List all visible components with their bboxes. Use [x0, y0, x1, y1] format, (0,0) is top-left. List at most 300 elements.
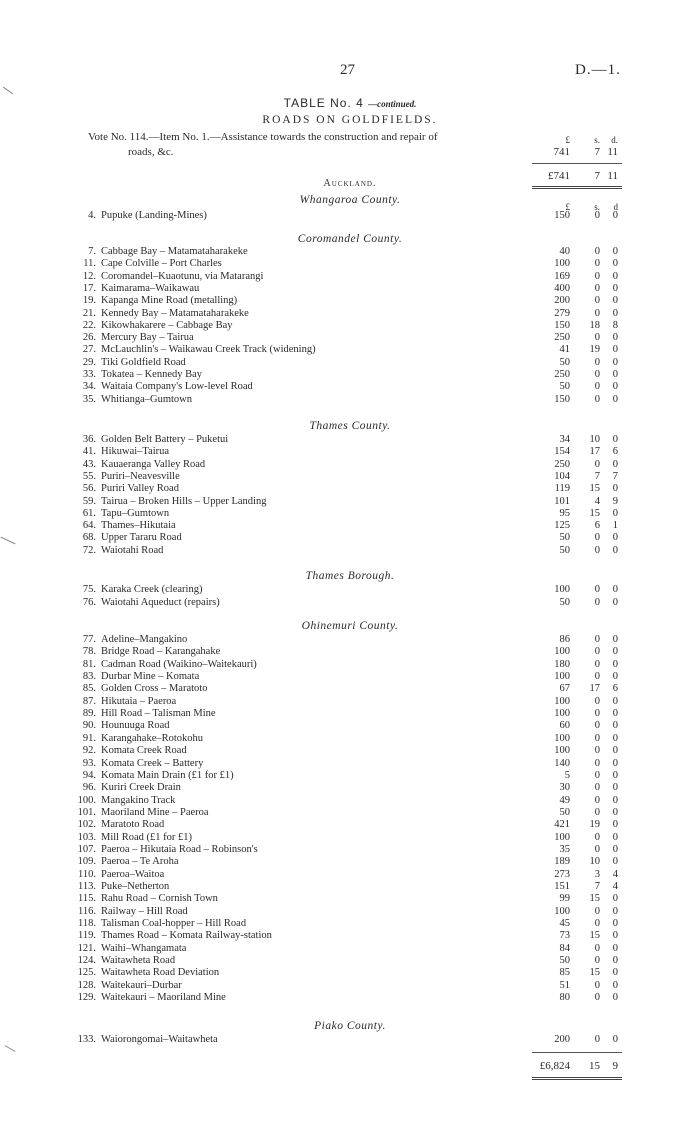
item-number: 100. — [77, 794, 96, 806]
table-row — [70, 794, 630, 807]
road-name: Paeroa – Hikutaia Road – Robinson's — [101, 843, 258, 855]
amount-shillings: 15 — [589, 483, 600, 495]
amount-shillings: 0 — [594, 458, 600, 470]
amount-pounds: 5 — [564, 769, 570, 781]
vote-total: £741 7 11 — [548, 170, 618, 182]
amount-shillings: 0 — [594, 769, 600, 781]
amount-shillings: 0 — [594, 782, 600, 794]
amount — [548, 781, 618, 794]
amount-pence: 0 — [612, 434, 618, 445]
amount — [548, 929, 618, 942]
amount — [548, 393, 618, 406]
amount-shillings: 0 — [594, 918, 600, 930]
amount-pounds: 101 — [554, 495, 570, 507]
road-name: Paeroa–Waitoa — [101, 868, 165, 880]
amount-shillings: 0 — [594, 596, 600, 608]
table-row — [70, 843, 630, 856]
amount-shillings: 17 — [589, 446, 600, 458]
amount-shillings: 0 — [594, 708, 600, 720]
amount-pounds: 150 — [554, 319, 570, 331]
road-name: Adeline–Mangakino — [101, 634, 188, 645]
item-number: 90. — [82, 720, 96, 732]
amount-pence: 0 — [612, 393, 618, 405]
amount-pence: 9 — [612, 495, 618, 507]
amount — [548, 794, 618, 807]
amount-pence: 0 — [612, 634, 618, 645]
item-number: 102. — [77, 819, 96, 831]
amount — [548, 343, 618, 356]
amount — [548, 917, 618, 930]
table-row — [70, 507, 630, 520]
table-row — [70, 294, 630, 307]
amount-pounds: 51 — [559, 979, 570, 991]
amount-shillings: 0 — [594, 942, 600, 954]
amount-shillings: 15 — [589, 930, 600, 942]
road-name: Waitaia Company's Low-level Road — [101, 381, 253, 393]
amount — [548, 482, 618, 495]
table-row — [70, 769, 630, 782]
amount-pence: 0 — [612, 282, 618, 294]
road-name: Cadman Road (Waikino–Waitekauri) — [101, 658, 257, 670]
amount — [548, 433, 618, 446]
amount-shillings: 0 — [594, 356, 600, 368]
section-title: Thames Borough. — [305, 570, 395, 582]
road-name: Thames Road – Komata Railway-station — [101, 930, 272, 942]
amount-pounds: 40 — [559, 246, 570, 257]
amount-shillings: 7 — [594, 470, 600, 482]
item-number: 21. — [82, 307, 96, 319]
road-name: Karaka Creek (clearing) — [101, 584, 203, 595]
amount-pounds: 50 — [559, 596, 570, 608]
amount-pounds: 73 — [559, 930, 570, 942]
amount-shillings: 10 — [589, 434, 600, 445]
item-number: 72. — [82, 544, 96, 556]
amount-pence: 0 — [612, 708, 618, 720]
amount — [548, 257, 618, 270]
table-row — [70, 905, 630, 918]
amount-pounds: 150 — [554, 210, 570, 221]
amount-pounds: 50 — [559, 532, 570, 544]
item-number: 33. — [82, 369, 96, 380]
grand-total-double-rule — [532, 1077, 622, 1080]
amount-pounds: 250 — [554, 369, 570, 380]
amount-shillings: 0 — [594, 806, 600, 818]
amount-pence: 0 — [612, 307, 618, 319]
amount-shillings: 0 — [594, 905, 600, 917]
table-row — [70, 343, 630, 356]
amount-shillings: 0 — [594, 732, 600, 744]
table-row — [70, 806, 630, 819]
table-row — [70, 1033, 630, 1046]
item-number: 92. — [82, 745, 96, 757]
amount — [548, 719, 618, 732]
amount-pounds: 45 — [559, 918, 570, 930]
amount-pence: 0 — [612, 942, 618, 954]
table-row — [70, 917, 630, 930]
amount — [548, 495, 618, 508]
amount — [548, 744, 618, 757]
amount-pounds: 100 — [554, 258, 570, 270]
amount-pence: 0 — [612, 381, 618, 393]
amount-shillings: 0 — [594, 295, 600, 307]
item-number: 129. — [77, 992, 96, 1004]
amount-shillings: 0 — [594, 246, 600, 257]
amount-pounds: 150 — [554, 393, 570, 405]
grand-total-rule — [532, 1052, 622, 1053]
road-name: Paeroa – Te Aroha — [101, 856, 179, 868]
road-name: Tapu–Gumtown — [101, 507, 170, 519]
item-number: 128. — [77, 979, 96, 991]
road-name: Waitawheta Road Deviation — [101, 967, 220, 979]
amount-pounds: 100 — [554, 695, 570, 707]
amount-pounds: 250 — [554, 458, 570, 470]
amount-shillings: 0 — [594, 671, 600, 683]
table-row — [70, 744, 630, 757]
section-title: Piako County. — [314, 1020, 386, 1032]
road-name: Kennedy Bay – Matamataharakeke — [101, 307, 249, 319]
amount-shillings: 4 — [594, 495, 600, 507]
item-number: 56. — [82, 483, 96, 495]
table-row — [70, 732, 630, 745]
item-number: 133. — [77, 1034, 96, 1045]
road-name: Whitianga–Gumtown — [101, 393, 192, 405]
amount-shillings: 0 — [594, 794, 600, 806]
table-title — [0, 96, 700, 110]
vote-description-line2: roads, &c. — [128, 146, 174, 158]
road-name: Mercury Bay – Tairua — [101, 332, 194, 344]
amount-shillings: 19 — [589, 819, 600, 831]
amount — [548, 458, 618, 471]
road-name: Kapanga Mine Road (metalling) — [101, 295, 238, 307]
amount-shillings: 3 — [594, 868, 600, 880]
item-number: 91. — [82, 732, 96, 744]
document-reference: D.—1. — [575, 62, 621, 78]
amount-shillings: 19 — [589, 344, 600, 356]
vote-total-rule — [532, 163, 622, 164]
currency-header: £ s. d — [565, 202, 618, 212]
amount-shillings: 15 — [589, 967, 600, 979]
amount — [548, 707, 618, 720]
amount-shillings: 0 — [594, 843, 600, 855]
amount-pence: 0 — [612, 893, 618, 905]
amount — [548, 954, 618, 967]
item-number: 29. — [82, 356, 96, 368]
amount-pence: 0 — [612, 483, 618, 495]
amount — [548, 831, 618, 844]
road-name: Puriri–Neavesville — [101, 470, 180, 482]
table-row — [70, 892, 630, 905]
section-title: Ohinemuri County. — [301, 620, 399, 632]
item-number: 75. — [82, 584, 96, 595]
amount — [548, 544, 618, 557]
table-row — [70, 979, 630, 992]
vote-amount: 741 7 11 — [553, 146, 618, 158]
item-number: 68. — [82, 532, 96, 544]
item-number: 81. — [82, 658, 96, 670]
amount-pence: 8 — [612, 319, 618, 331]
road-name: Pupuke (Landing-Mines) — [101, 210, 207, 221]
amount-pounds: 140 — [554, 757, 570, 769]
amount-pence: 4 — [612, 881, 618, 892]
amount — [548, 294, 618, 307]
amount-shillings: 0 — [594, 979, 600, 991]
table-row — [70, 658, 630, 671]
amount-shillings: 0 — [594, 532, 600, 544]
road-name: Komata Creek Road — [101, 745, 187, 757]
amount — [548, 470, 618, 483]
amount — [548, 507, 618, 520]
amount-pence: 0 — [612, 732, 618, 744]
item-number: 12. — [82, 270, 96, 282]
item-number: 64. — [82, 520, 96, 532]
amount-pence: 0 — [612, 955, 618, 967]
table-row — [70, 818, 630, 831]
section-title: Coromandel County. — [297, 233, 403, 245]
road-name: Kuriri Creek Drain — [101, 782, 181, 794]
amount — [548, 843, 618, 856]
road-name: Komata Creek – Battery — [101, 757, 204, 769]
amount-shillings: 0 — [594, 658, 600, 670]
amount — [548, 270, 618, 283]
amount-shillings: 0 — [594, 634, 600, 645]
table-row — [70, 393, 630, 406]
amount-pounds: 95 — [559, 507, 570, 519]
amount-pence: 0 — [612, 646, 618, 658]
table-row — [70, 757, 630, 770]
amount — [548, 645, 618, 658]
amount-pence: 0 — [612, 584, 618, 595]
amount-pounds: 250 — [554, 332, 570, 344]
amount-pounds: 279 — [554, 307, 570, 319]
amount — [548, 331, 618, 344]
amount-pounds: 34 — [559, 434, 570, 445]
table-row — [70, 531, 630, 544]
amount-pounds: 200 — [554, 1034, 570, 1045]
table-row — [70, 695, 630, 708]
table-row — [70, 929, 630, 942]
amount-pounds: 41 — [559, 344, 570, 356]
amount-pence: 0 — [612, 270, 618, 282]
amount-shillings: 0 — [594, 307, 600, 319]
table-row — [70, 855, 630, 868]
amount — [548, 868, 618, 881]
road-name: Thames–Hikutaia — [101, 520, 176, 532]
amount-shillings: 7 — [594, 881, 600, 892]
amount — [548, 356, 618, 369]
table-row — [70, 880, 630, 893]
amount-pounds: 273 — [554, 868, 570, 880]
amount-pounds: 154 — [554, 446, 570, 458]
margin-mark — [1, 537, 16, 545]
table-row — [70, 596, 630, 609]
road-name: Hounuuga Road — [101, 720, 170, 732]
road-name: Golden Cross – Maratoto — [101, 683, 208, 695]
amount-pence: 4 — [612, 868, 618, 880]
amount-pounds: 151 — [554, 881, 570, 892]
road-name: Hill Road – Talisman Mine — [101, 708, 216, 720]
amount-pounds: 49 — [559, 794, 570, 806]
margin-mark — [3, 87, 13, 95]
region-heading: Auckland. — [323, 178, 377, 189]
amount-shillings: 17 — [589, 683, 600, 695]
table-row — [70, 319, 630, 332]
amount — [548, 942, 618, 955]
amount-shillings: 10 — [589, 856, 600, 868]
table-row — [70, 633, 630, 646]
amount-pence: 0 — [612, 794, 618, 806]
road-name: Waiorongomai–Waitawheta — [101, 1034, 218, 1045]
table-row — [70, 282, 630, 295]
item-number: 85. — [82, 683, 96, 695]
amount — [548, 583, 618, 596]
amount — [548, 855, 618, 868]
amount-shillings: 0 — [594, 1034, 600, 1045]
amount — [548, 991, 618, 1004]
table-row — [70, 991, 630, 1004]
road-name: Upper Tararu Road — [101, 532, 182, 544]
item-number: 59. — [82, 495, 96, 507]
table-row — [70, 781, 630, 794]
amount-pounds: 84 — [559, 942, 570, 954]
table-row — [70, 482, 630, 495]
road-name: Waihi–Whangamata — [101, 942, 187, 954]
amount-shillings: 0 — [594, 695, 600, 707]
amount-pence: 0 — [612, 596, 618, 608]
item-number: 101. — [77, 806, 96, 818]
amount — [548, 806, 618, 819]
item-number: 36. — [82, 434, 96, 445]
vote-currency-header: £ s. d. — [565, 135, 618, 145]
item-number: 11. — [83, 258, 96, 270]
amount-pence: 1 — [612, 520, 618, 532]
amount-pounds: 50 — [559, 544, 570, 556]
item-number: 61. — [82, 507, 96, 519]
table-row — [70, 470, 630, 483]
road-name: Cape Colville – Port Charles — [101, 258, 222, 270]
item-number: 96. — [82, 782, 96, 794]
amount-pounds: 100 — [554, 671, 570, 683]
road-name: Hikuwai–Tairua — [101, 446, 170, 458]
item-number: 43. — [82, 458, 96, 470]
amount — [548, 658, 618, 671]
amount-pence: 0 — [612, 806, 618, 818]
road-name: Maratoto Road — [101, 819, 165, 831]
amount-pence: 0 — [612, 246, 618, 257]
amount-shillings: 15 — [589, 893, 600, 905]
table-row — [70, 209, 630, 222]
amount-pounds: 85 — [559, 967, 570, 979]
amount-pence: 0 — [612, 819, 618, 831]
amount — [548, 979, 618, 992]
item-number: 22. — [82, 319, 96, 331]
road-name: Puriri Valley Road — [101, 483, 179, 495]
amount-pounds: 104 — [554, 470, 570, 482]
amount-pounds: 99 — [559, 893, 570, 905]
item-number: 121. — [77, 942, 96, 954]
road-name: Waitekauri–Durbar — [101, 979, 182, 991]
table-row — [70, 433, 630, 446]
amount-pounds: 400 — [554, 282, 570, 294]
amount-pounds: 100 — [554, 708, 570, 720]
amount-pounds: 100 — [554, 584, 570, 595]
margin-mark — [5, 1045, 16, 1052]
item-number: 115. — [78, 893, 96, 905]
amount — [548, 445, 618, 458]
amount-pounds: 50 — [559, 955, 570, 967]
item-number: 27. — [82, 344, 96, 356]
item-number: 77. — [82, 634, 96, 645]
amount-shillings: 0 — [594, 282, 600, 294]
amount-pence: 6 — [612, 683, 618, 695]
amount-pounds: 100 — [554, 646, 570, 658]
amount — [548, 966, 618, 979]
item-number: 118. — [78, 918, 96, 930]
amount — [548, 682, 618, 695]
amount-pence: 0 — [612, 507, 618, 519]
amount-shillings: 0 — [594, 992, 600, 1004]
road-name: Mangakino Track — [101, 794, 176, 806]
item-number: 109. — [77, 856, 96, 868]
table-row — [70, 445, 630, 458]
road-name: Mill Road (£1 for £1) — [101, 831, 192, 843]
amount-shillings: 0 — [594, 210, 600, 221]
amount-pounds: 80 — [559, 992, 570, 1004]
table-row — [70, 331, 630, 344]
table-row — [70, 868, 630, 881]
item-number: 83. — [82, 671, 96, 683]
table-subtitle: ROADS ON GOLDFIELDS. — [262, 114, 438, 126]
amount-pence: 0 — [612, 843, 618, 855]
section-title: Thames County. — [309, 420, 391, 432]
road-name: Cabbage Bay – Matamataharakeke — [101, 246, 248, 257]
amount-pence: 0 — [612, 658, 618, 670]
road-name: Maoriland Mine – Paeroa — [101, 806, 209, 818]
item-number: 34. — [82, 381, 96, 393]
amount — [548, 531, 618, 544]
table-row — [70, 307, 630, 320]
amount-shillings: 0 — [594, 720, 600, 732]
amount — [548, 319, 618, 332]
amount-pence: 0 — [612, 992, 618, 1004]
amount-pence: 0 — [612, 532, 618, 544]
road-name: Hikutaia – Paeroa — [101, 695, 177, 707]
amount-pounds: 125 — [554, 520, 570, 532]
amount-pence: 0 — [612, 458, 618, 470]
amount — [548, 880, 618, 893]
table-row — [70, 368, 630, 381]
item-number: 116. — [78, 905, 96, 917]
item-number: 7. — [88, 246, 96, 257]
amount-pence: 0 — [612, 967, 618, 979]
amount — [548, 307, 618, 320]
amount — [548, 282, 618, 295]
road-name: Tairua – Broken Hills – Upper Landing — [101, 495, 267, 507]
amount-shillings: 0 — [594, 646, 600, 658]
amount-pence: 0 — [612, 745, 618, 757]
amount-shillings: 0 — [594, 955, 600, 967]
road-name: Bridge Road – Karangahake — [101, 646, 221, 658]
amount-shillings: 0 — [594, 544, 600, 556]
amount — [548, 596, 618, 609]
road-name: Tokatea – Kennedy Bay — [101, 369, 203, 380]
amount-pounds: 67 — [559, 683, 570, 695]
amount-pounds: 50 — [559, 356, 570, 368]
item-number: 93. — [82, 757, 96, 769]
amount — [548, 818, 618, 831]
amount-shillings: 0 — [594, 831, 600, 843]
table-row — [70, 966, 630, 979]
vote-description-line1: Vote No. 114.—Item No. 1.—Assistance towards the construction and repair of — [88, 131, 438, 143]
